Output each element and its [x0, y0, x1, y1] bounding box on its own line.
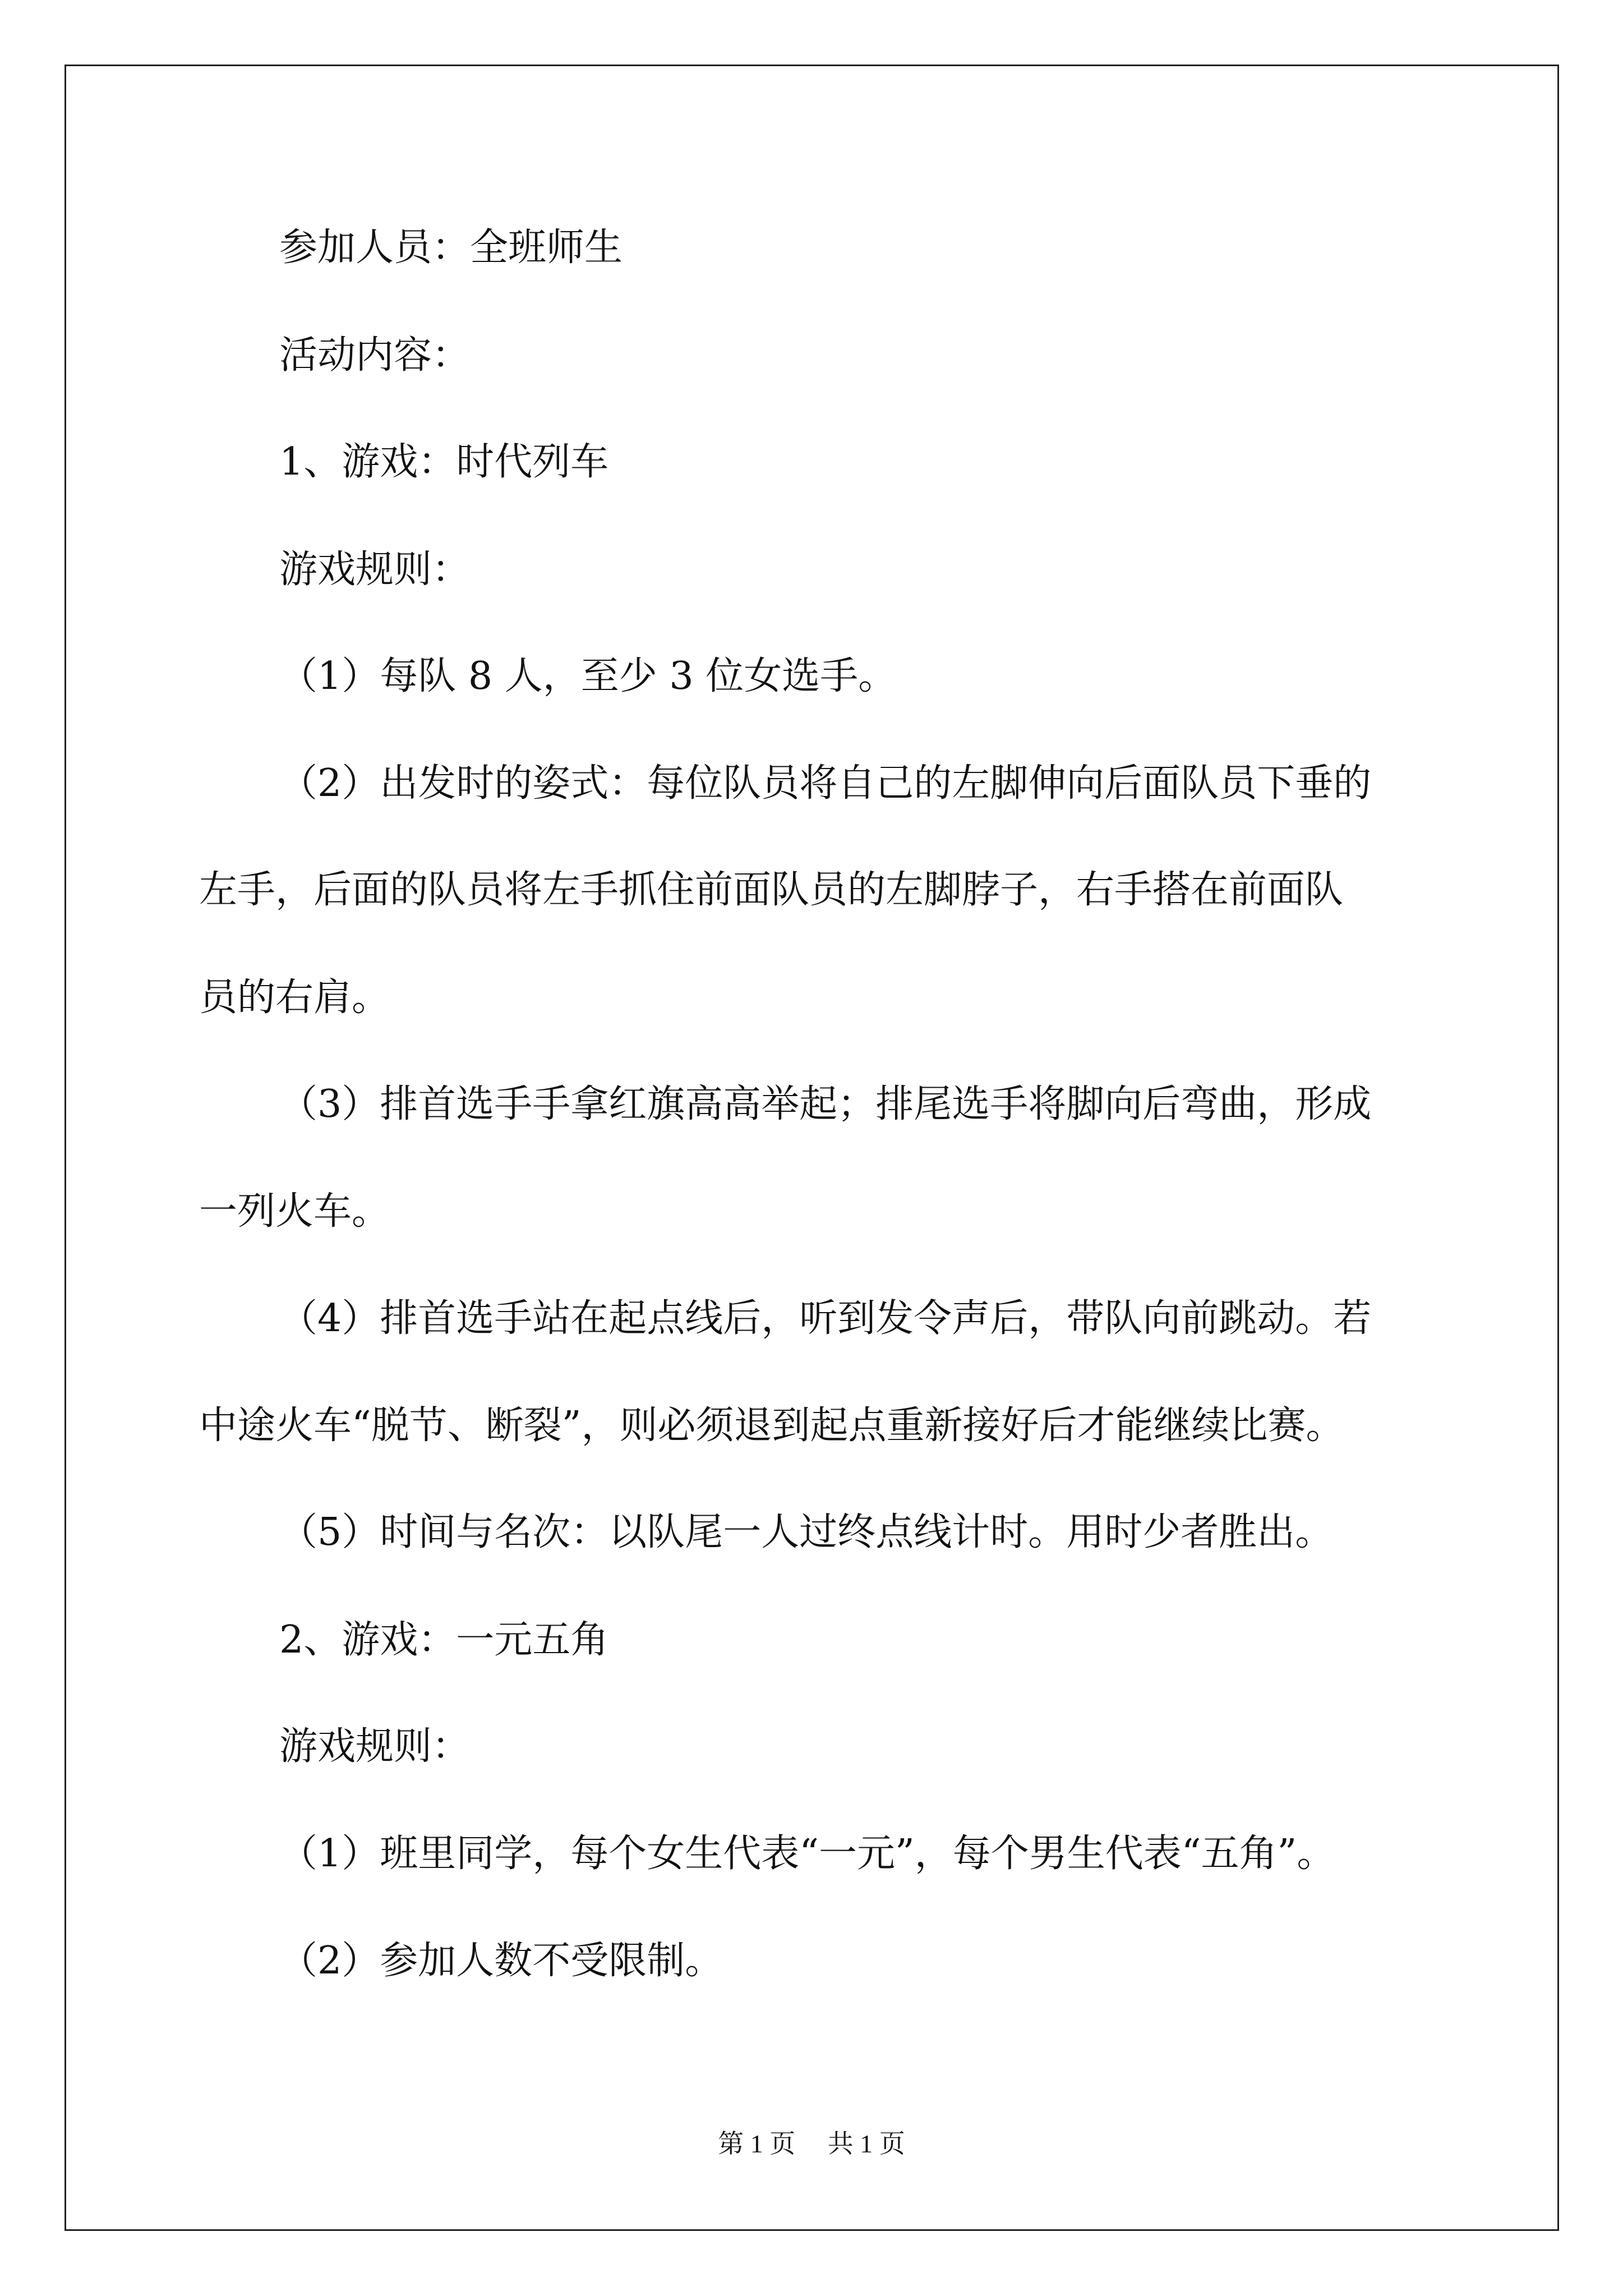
game-1-rules-heading: 游戏规则：	[279, 547, 471, 592]
page-footer: 第 1 页 共 1 页	[718, 2129, 905, 2158]
game-2-title: 2、游戏：一元五角	[279, 1618, 609, 1662]
game-1-rule-3-line-2: 一列火车。	[199, 1189, 390, 1234]
game-1-rule-2-line-3: 员的右肩。	[199, 976, 390, 1020]
game-1-rule-2-line-1: （2）出发时的姿式：每位队员将自己的左脚伸向后面队员下垂的	[279, 761, 1372, 806]
game-1-rule-1: （1）每队 8 人，至少 3 位女选手。	[279, 654, 897, 698]
game-1-rule-3-line-1: （3）排首选手手拿红旗高高举起；排尾选手将脚向后弯曲，形成	[279, 1082, 1372, 1126]
game-1-title: 1、游戏：时代列车	[279, 440, 609, 484]
game-2-rule-1: （1）班里同学，每个女生代表“一元”，每个男生代表“五角”。	[279, 1832, 1335, 1876]
game-1-rule-4-line-2: 中途火车“脱节、断裂”，则必须退到起点重新接好后才能继续比赛。	[199, 1404, 1344, 1448]
participants-line: 参加人员：全班师生	[279, 226, 623, 270]
game-2-rule-2: （2）参加人数不受限制。	[279, 1939, 723, 1983]
game-1-rule-2-line-2: 左手，后面的队员将左手抓住前面队员的左脚脖子，右手搭在前面队	[199, 868, 1344, 912]
page-border	[64, 65, 1559, 2231]
game-1-rule-4-line-1: （4）排首选手站在起点线后，听到发令声后，带队向前跳动。若	[279, 1296, 1372, 1341]
activity-content-heading: 活动内容：	[279, 333, 471, 378]
game-1-rule-5: （5）时间与名次：以队尾一人过终点线计时。用时少者胜出。	[279, 1510, 1334, 1554]
game-2-rules-heading: 游戏规则：	[279, 1724, 471, 1769]
